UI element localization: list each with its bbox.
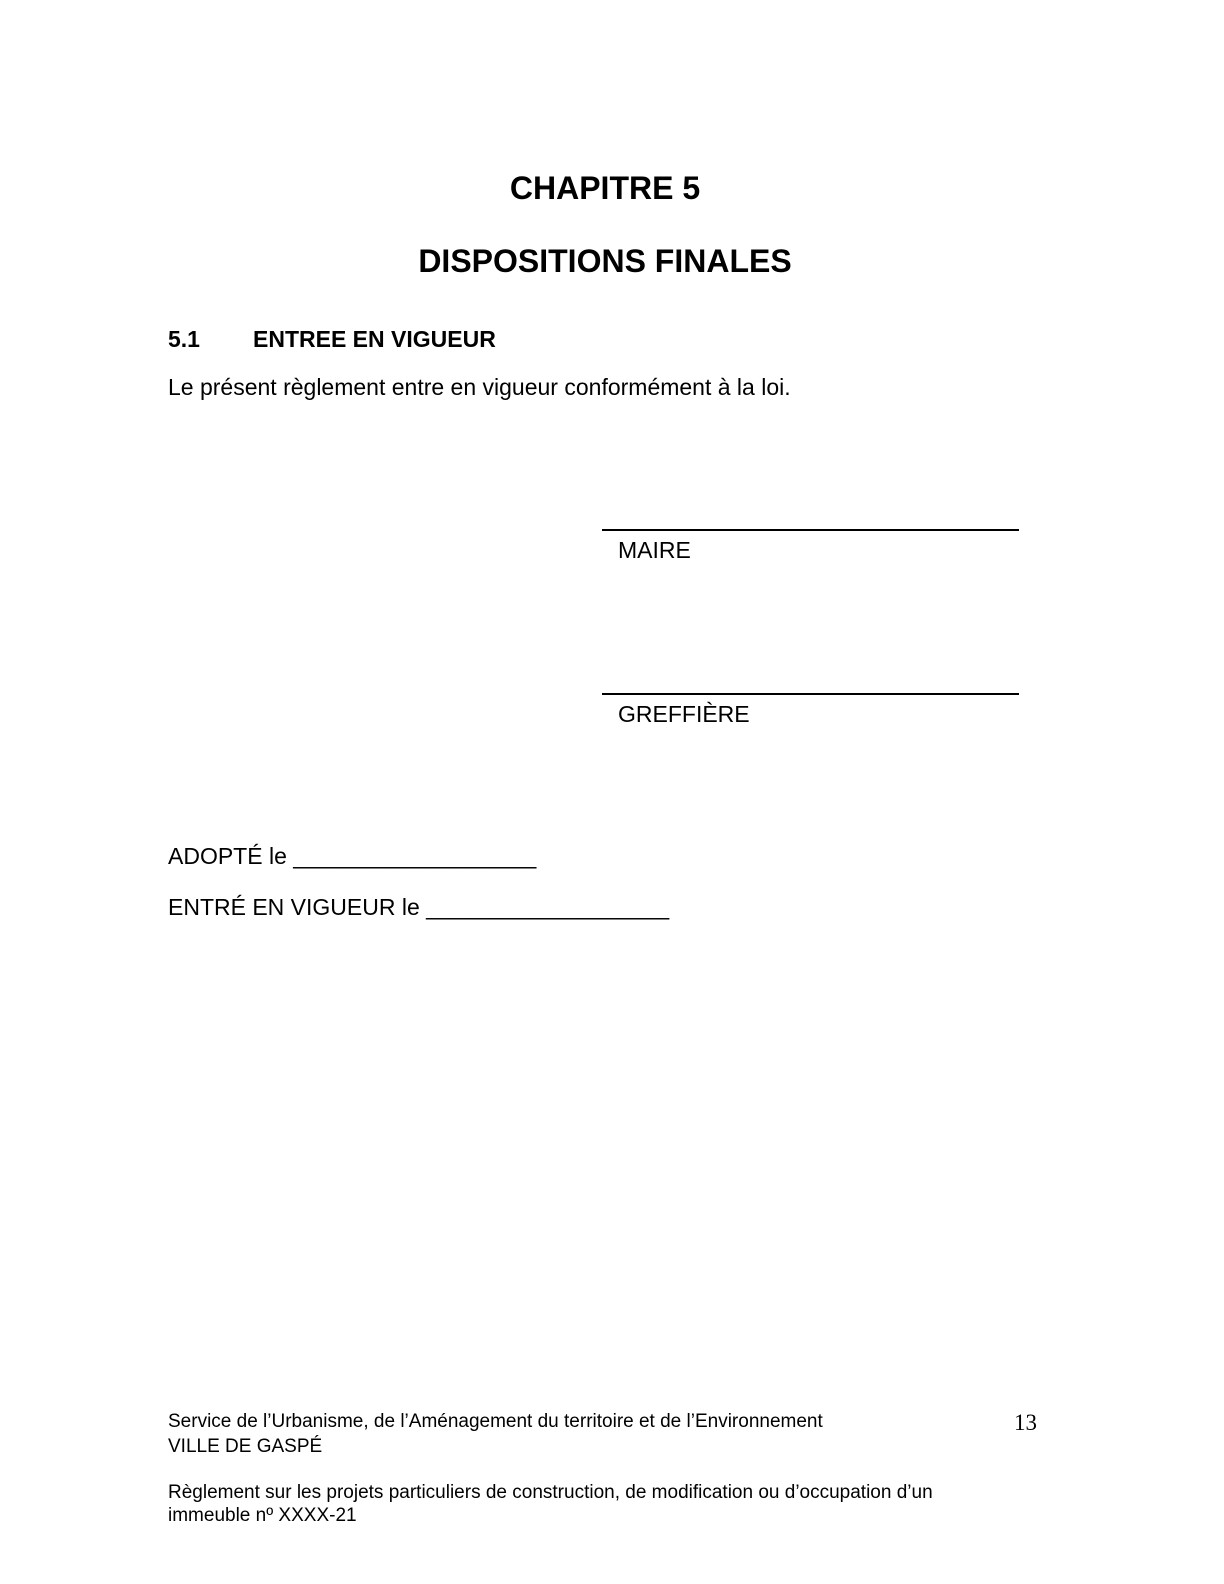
maire-signature-line [602,529,1019,531]
greffiere-label: GREFFIÈRE [618,701,750,727]
footer-service: Service de l’Urbanisme, de l’Aménagement du territoire et de l’Environnement [168,1411,823,1432]
footer-reglement-line2: immeuble nº XXXX-21 [168,1505,357,1526]
footer-reglement-line1: Règlement sur les projets particuliers de construction, de modification ou d’occupation d’un [168,1482,933,1503]
section-heading [168,325,496,353]
section-title: ENTREE EN VIGUEUR [253,326,496,352]
greffiere-signature-line [602,693,1019,695]
footer-ville: VILLE DE GASPÉ [168,1436,323,1457]
section-body-text: Le présent règlement entre en vigueur conformément à la loi. [168,374,791,400]
adopte-date-line: ADOPTÉ le ___________________ [168,843,537,869]
maire-label: MAIRE [618,537,691,563]
section-number: 5.1 [168,326,200,352]
chapter-title: CHAPITRE 5 [509,170,701,206]
en-vigueur-date-line: ENTRÉ EN VIGUEUR le ___________________ [168,894,670,920]
chapter-subtitle: DISPOSITIONS FINALES [418,243,792,279]
page-number: 13 [1014,1410,1037,1435]
